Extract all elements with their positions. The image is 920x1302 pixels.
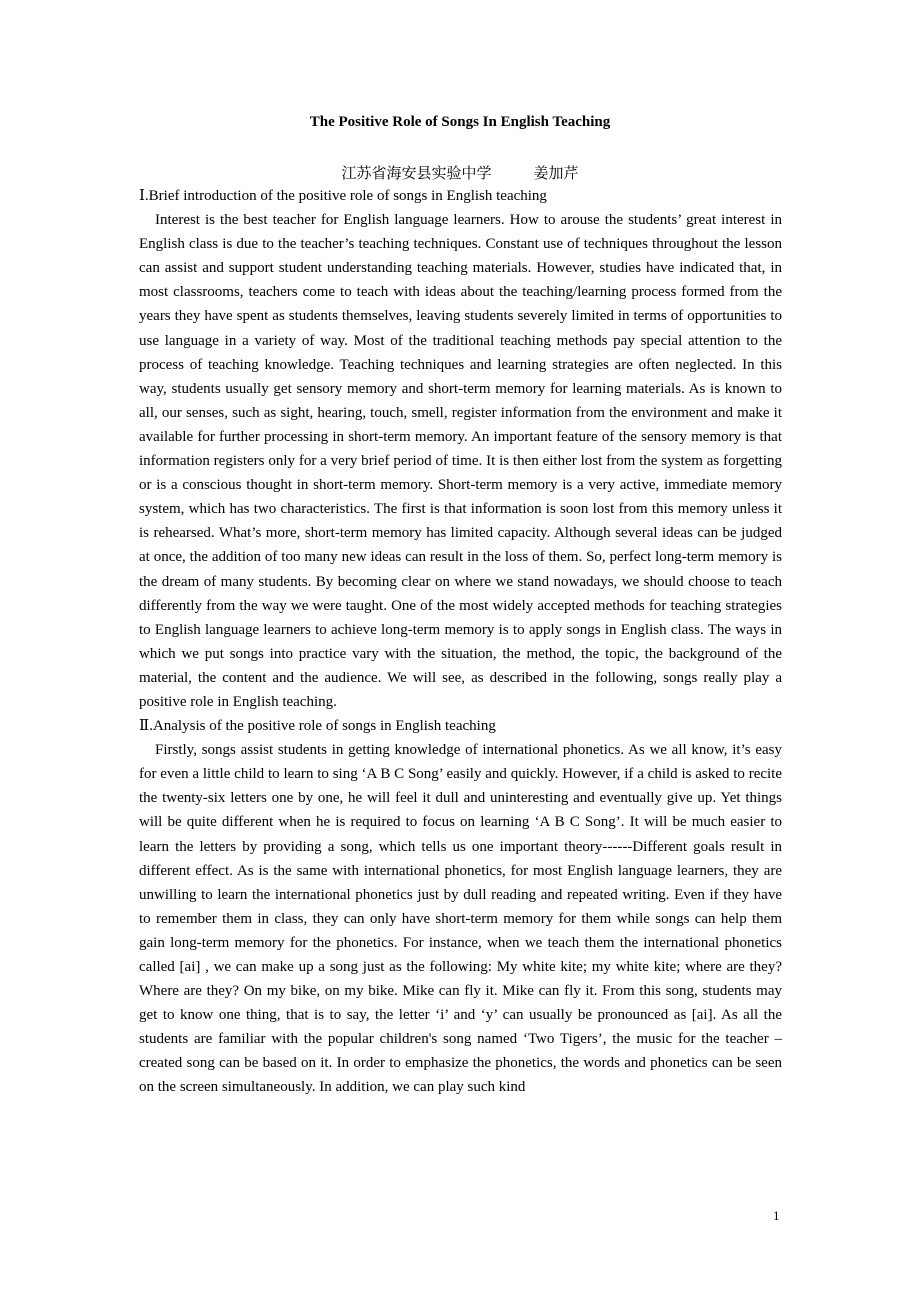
section-heading: Ⅱ.Analysis of the positive role of songs in English teaching [139,718,496,735]
author-name: 姜加芹 [533,166,579,182]
section-heading: Ⅰ.Brief introduction of the positive role of songs in English teaching [139,188,547,204]
school-name: 江苏省海安县实验中学 [341,166,492,182]
section-paragraph: Firstly, songs assist students in getting knowledge of international phonetics. As we all know, it’s easy for even a little child to learn to sing ‘A B C Song’ easily and quickly. However, if a child is asked to recite the twenty-six letters one by one, he will feel it dull and uninteresting and eventually give up. Yet things will be quite different when he is required to focus on learning ‘A B C Song’. It will be much easier to learn the letters by providing a song, which tells us one important theory------Different goals result in different effect. As is the same with international phonetics, for most English language learners, they are unwilling to learn the international phonetics just by dull reading and repeated writing. Even if they have to remember them in class, they can only have short-term memory for them while songs can help them gain long-term memory for the phonetics. For instance, when we teach them the international phonetics called [ai] , we can make up a song just as the following: My white kite; my white kite; where are they? Where are they? On my bike, on my bike. Mike can fly it. Mike can fly it. From this song, students may get to know one thing, that is to say, the letter ‘i’ and ‘y’ can usually be pronounced as [ai]. As all the students are familiar with the popular children's song named ‘Two Tigers’, the music for the teacher –created song can be based on it. In order to emphasize the phonetics, the words and phonetics can be seen on the screen simultaneously. In addition, we can play such kind [139,742,782,1096]
author-line [0,162,920,183]
document-body [139,184,782,1100]
document-title: The Positive Role of Songs In English Teaching [309,114,611,130]
section-paragraph: Interest is the best teacher for English language learners. How to arouse the students’ great interest in English class is due to the teacher’s teaching techniques. Constant use of techniques throughout the lesson can assist and support student understanding teaching materials. However, studies have indicated that, in most classrooms, teachers come to teach with ideas about the teaching/learning process formed from the years they have spent as students themselves, leaving students severely limited in terms of opportunities to use language in a variety of way. Most of the traditional teaching methods pay special attention to the process of teaching knowledge. Teaching techniques and learning strategies are often neglected. In this way, students usually get sensory memory and short-term memory for learning materials. As is known to all, our senses, such as sight, hearing, touch, smell, register information from the environment and make it available for further processing in short-term memory. An important feature of the sensory memory is that information registers only for a very brief period of time. It is then either lost from the system as forgetting or is a conscious thought in short-term memory. Short-term memory is a very active, immediate memory system, which has two characteristics. The first is that information is soon lost from this memory unless it is rehearsed. What’s more, short-term memory has limited capacity. Although several ideas can be judged at once, the addition of too many new ideas can result in the loss of them. So, perfect long-term memory is the dream of many students. By becoming clear on where we stand nowadays, we should choose to teach differently from the way we were taught. One of the most widely accepted methods for teaching strategies to English language learners to achieve long-term memory is to apply songs in English class. The ways in which we put songs into practice vary with the situation, the method, the topic, the background of the material, the content and the audience. We will see, as described in the following, songs really play a positive role in English teaching. [139,212,782,710]
page-number: 1 [773,1208,780,1223]
